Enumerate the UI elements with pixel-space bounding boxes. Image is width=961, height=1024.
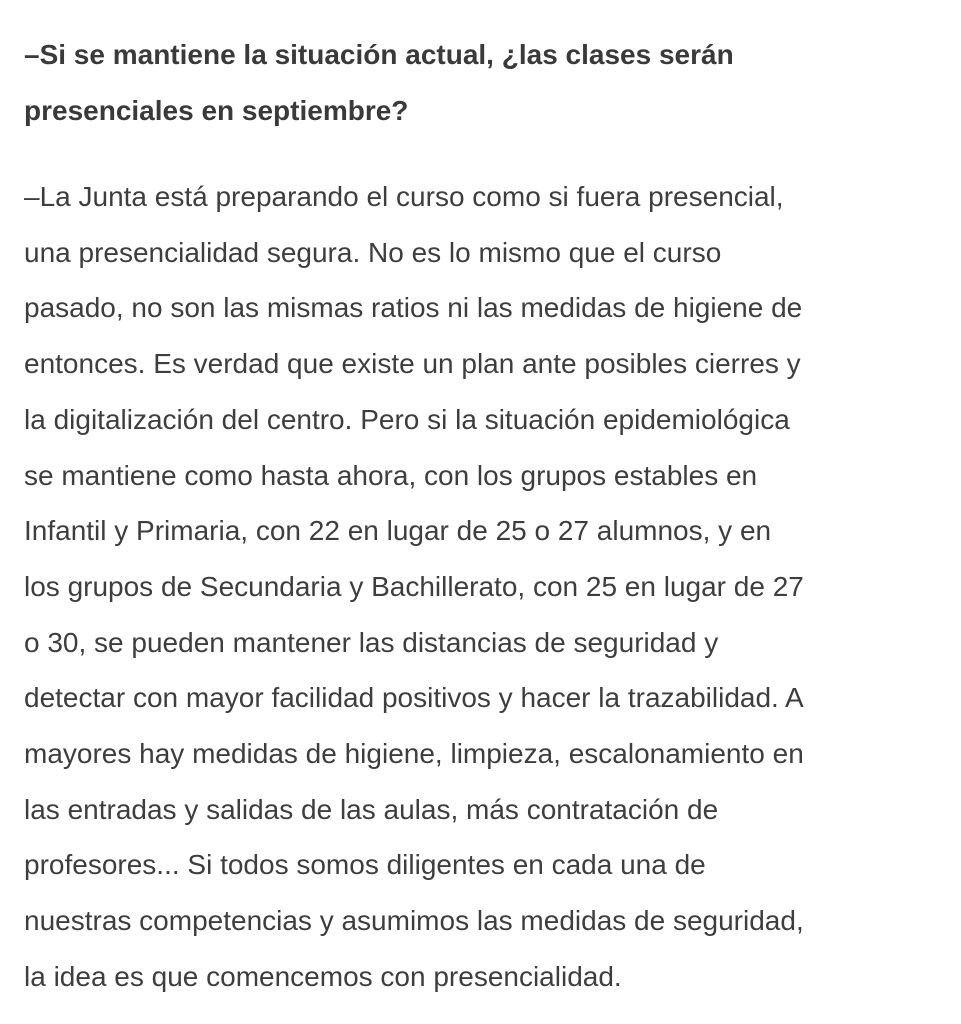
answer-line: mayores hay medidas de higiene, limpieza, escalonamiento en xyxy=(24,738,804,770)
answer-line: detectar con mayor facilidad positivos y hacer la trazabilidad. A xyxy=(24,682,804,714)
answer-line: la idea es que comencemos con presencialidad. xyxy=(24,960,622,992)
answer-line: nuestras competencias y asumimos las medidas de seguridad, xyxy=(24,905,804,937)
answer-line: una presencialidad segura. No es lo mismo que el curso xyxy=(24,236,722,268)
answer-line: la digitalización del centro. Pero si la situación epidemiológica xyxy=(24,403,790,435)
interview-answer xyxy=(24,169,939,1005)
answer-line: entonces. Es verdad que existe un plan ante posibles cierres y xyxy=(24,348,801,380)
question-line: –Si se mantiene la situación actual, ¿las clases serán xyxy=(24,39,734,70)
answer-line: –La Junta está preparando el curso como si fuera presencial, xyxy=(24,181,784,212)
question-line: presenciales en septiembre? xyxy=(24,94,409,126)
answer-line: se mantiene como hasta ahora, con los grupos estables en xyxy=(24,459,758,491)
interview-question xyxy=(24,27,934,138)
answer-line: los grupos de Secundaria y Bachillerato, con 25 en lugar de 27 xyxy=(24,570,804,602)
answer-line: profesores... Si todos somos diligentes en cada una de xyxy=(24,849,706,881)
answer-line: Infantil y Primaria, con 22 en lugar de 25 o 27 alumnos, y en xyxy=(24,515,772,547)
answer-line: o 30, se pueden mantener las distancias de seguridad y xyxy=(24,626,719,658)
answer-line: pasado, no son las mismas ratios ni las medidas de higiene de xyxy=(24,292,803,324)
answer-line: las entradas y salidas de las aulas, más contratación de xyxy=(24,793,719,825)
